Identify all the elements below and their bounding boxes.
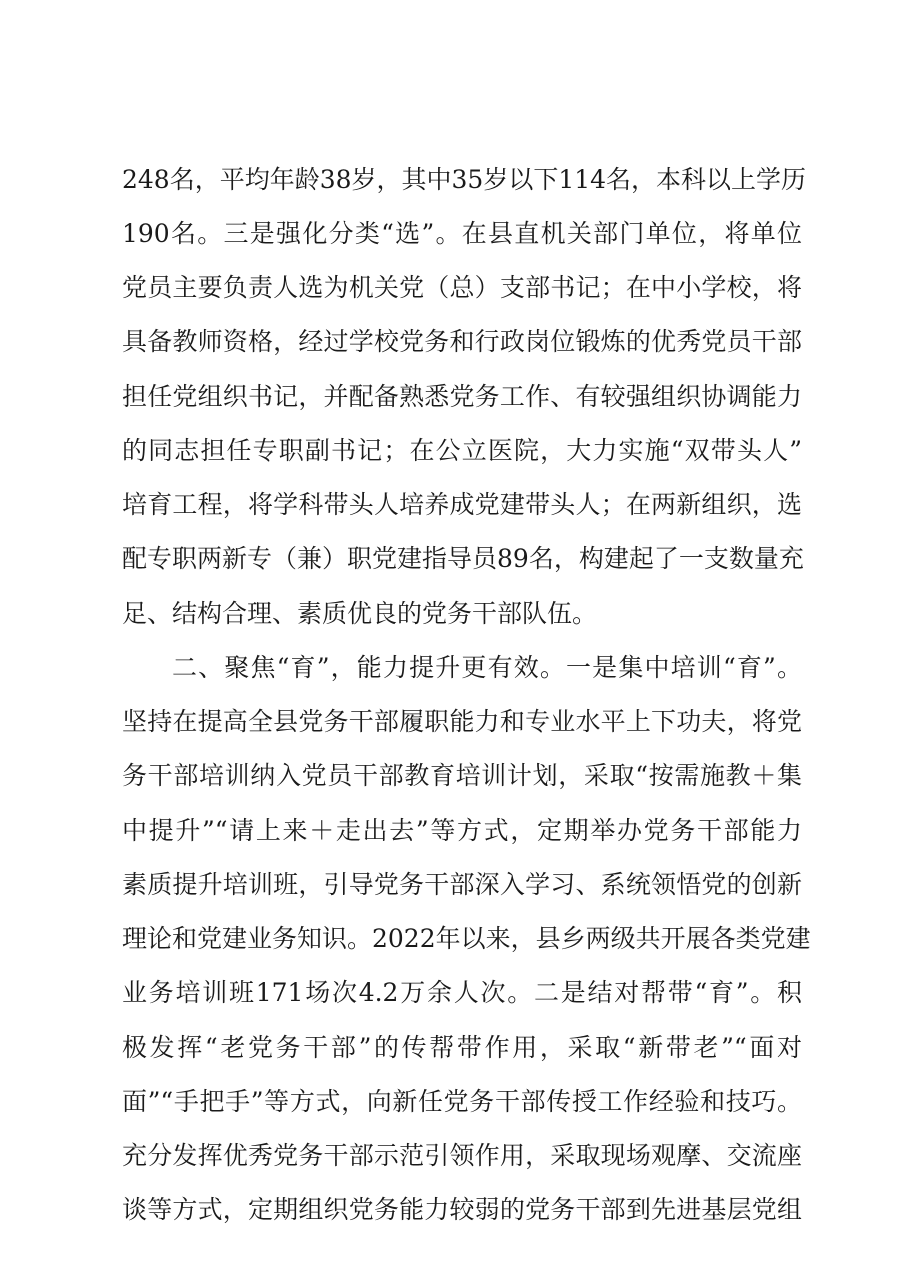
text-line: 足、结构合理、素质优良的党务干部队伍。 [122,599,598,628]
text-line: 务干部培训纳入党员干部教育培训计划，采取“按需施教＋集 [122,761,802,790]
text-line: 具备教师资格，经过学校党务和行政岗位锻炼的优秀党员干部 [122,327,802,356]
text-line: 业务培训班171场次4.2万余人次。二是结对帮带“育”。积 [122,978,802,1007]
text-line: 的同志担任专职副书记；在公立医院，大力实施“双带头人” [122,436,802,465]
text-line: 充分发挥优秀党务干部示范引领作用，采取现场观摩、交流座 [122,1141,802,1170]
text-line: 中提升”“请上来＋走出去”等方式，定期举办党务干部能力 [122,816,802,845]
text-line: 素质提升培训班，引导党务干部深入学习、系统领悟党的创新 [122,870,802,899]
paragraph-heading-line: 二、聚焦“育”，能力提升更有效。一是集中培训“育”。 [172,653,802,682]
text-line: 坚持在提高全县党务干部履职能力和专业水平上下功夫，将党 [122,707,802,736]
text-line: 谈等方式，定期组织党务能力较弱的党务干部到先进基层党组 [122,1195,802,1224]
text-line: 190名。三是强化分类“选”。在县直机关部门单位，将单位 [122,219,802,248]
text-line: 理论和党建业务知识。2022年以来，县乡两级共开展各类党建 [122,924,811,953]
text-line: 面”“手把手”等方式，向新任党务干部传授工作经验和技巧。 [122,1087,802,1116]
text-line: 极发挥“老党务干部”的传帮带作用，采取“新带老”“面对 [122,1033,802,1062]
text-line: 党员主要负责人选为机关党（总）支部书记；在中小学校，将 [122,273,802,302]
text-line: 担任党组织书记，并配备熟悉党务工作、有较强组织协调能力 [122,382,802,411]
text-line: 培育工程，将学科带头人培养成党建带头人；在两新组织，选 [122,490,802,519]
text-line: 248名，平均年龄38岁，其中35岁以下114名，本科以上学历 [122,165,807,194]
text-line: 配专职两新专（兼）职党建指导员89名，构建起了一支数量充 [122,544,804,573]
